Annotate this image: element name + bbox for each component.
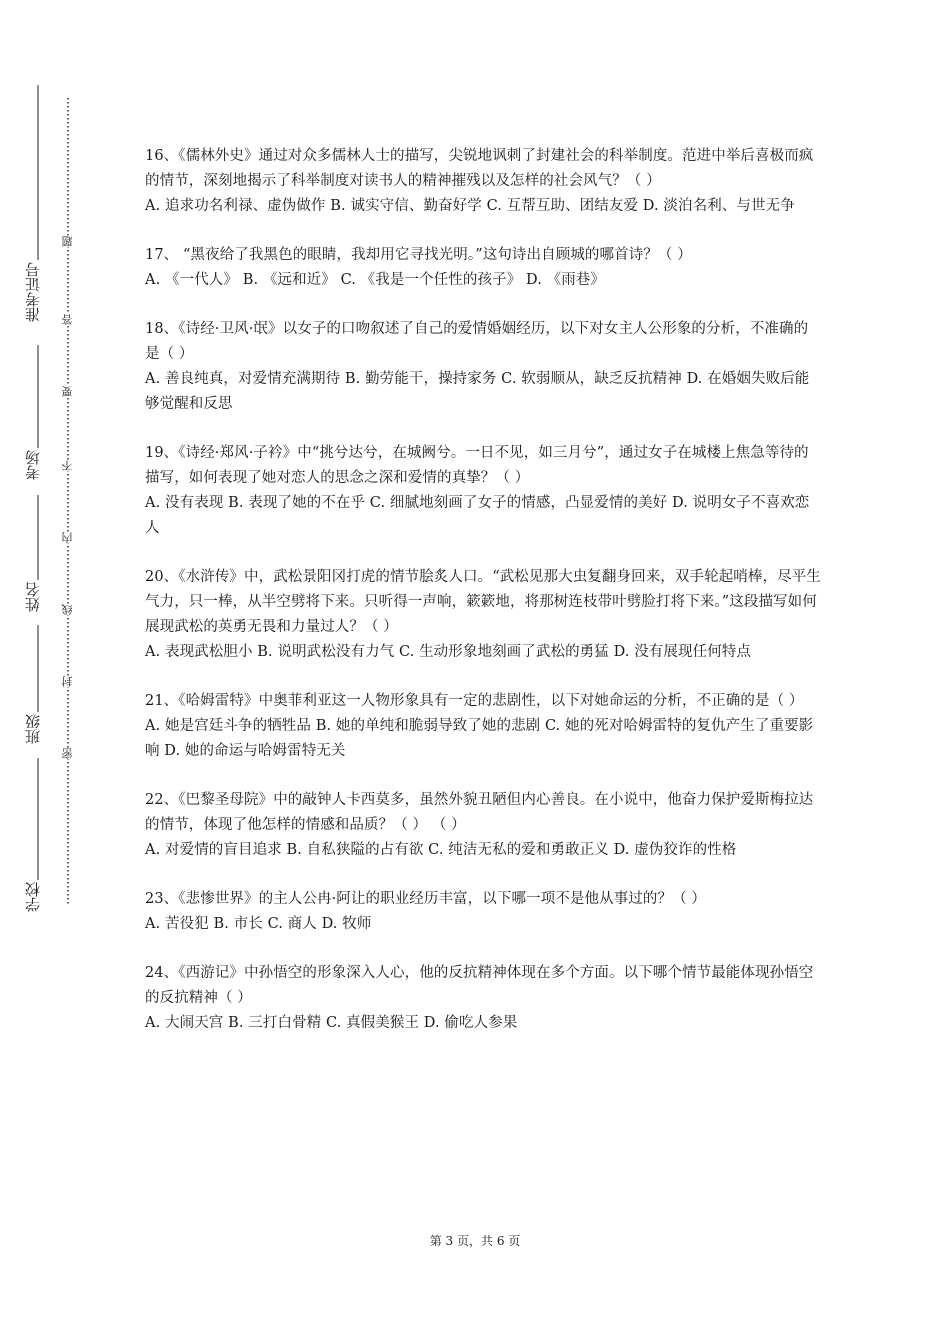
question-options: A. 苦役犯 B. 市长 C. 商人 D. 牧师 — [145, 916, 372, 932]
exam-room-label: 考场 — [24, 450, 42, 480]
question-stem: 20、《水浒传》中，武松景阳冈打虎的情节脍炙人口。“武松见那大虫复翻身回来，双手轮起哨棒，尽平生气力，只一棒，从半空劈将下来。只听得一声响，簌簌地，将那树连枝带叶劈脸打将下来。”这段描写如何展现武松的英勇无畏和力量过人？（ ） — [145, 569, 821, 635]
question-23 — [145, 887, 821, 937]
question-19 — [145, 441, 821, 541]
seal-char-bu: 不 — [61, 460, 74, 471]
seal-char-da: 答 — [61, 314, 74, 325]
question-18 — [145, 317, 821, 417]
school-label: 学校 — [24, 882, 42, 912]
question-stem: 19、《诗经·郑风·子衿》中“挑兮达兮，在城阙兮。一日不见，如三月兮”，通过女子在城楼上焦急等待的描写，如何表现了她对恋人的思念之深和爱情的真挚？（ ） — [145, 445, 809, 486]
question-16 — [145, 144, 821, 219]
seal-char-nei: 内 — [61, 532, 74, 543]
question-stem: 21、《哈姆雷特》中奥菲利亚这一人物形象具有一定的悲剧性，以下对她命运的分析，不正确的是（ ） — [145, 693, 804, 709]
seal-char-mi: 密 — [61, 748, 74, 759]
seal-char-ti: 题 — [61, 236, 74, 247]
question-options: A. 善良纯真，对爱情充满期待 B. 勤劳能干，操持家务 C. 软弱顺从，缺乏反抗精神 D. 在婚姻失败后能够觉醒和反思 — [145, 371, 810, 412]
student-name-label: 姓名 — [24, 582, 42, 612]
question-stem: 18、《诗经·卫风·氓》以女子的口吻叙述了自己的爱情婚姻经历，以下对女主人公形象的分析，不准确的是（ ） — [145, 321, 809, 362]
question-stem: 23、《悲惨世界》的主人公冉·阿让的职业经历丰富，以下哪一项不是他从事过的？（ ） — [145, 891, 707, 907]
question-options: A. 没有表现 B. 表现了她的不在乎 C. 细腻地刻画了女子的情感，凸显爱情的美好 D. 说明女子不喜欢恋人 — [145, 495, 810, 536]
question-stem: 24、《西游记》中孙悟空的形象深入人心，他的反抗精神体现在多个方面。以下哪个情节最能体现孙悟空的反抗精神（ ） — [145, 965, 814, 1006]
page-number: 第 3 页，共 6 页 — [429, 1234, 521, 1248]
seal-char-yao: 要 — [61, 386, 74, 397]
class-label: 班级 — [24, 714, 42, 744]
question-options: A. 追求功名利禄、虚伪做作 B. 诚实守信、勤奋好学 C. 互帮互助、团结友爱 D. 淡泊名利、与世无争 — [145, 198, 795, 214]
question-options: A. 《一代人》 B. 《远和近》 C. 《我是一个任性的孩子》 D. 《雨巷》 — [145, 272, 606, 288]
question-21 — [145, 689, 821, 764]
question-list — [145, 144, 821, 1060]
question-options: A. 对爱情的盲目追求 B. 自私狭隘的占有欲 C. 纯洁无私的爱和勇敢正义 D. 虚伪狡诈的性格 — [145, 842, 737, 858]
question-17 — [145, 243, 821, 293]
question-stem: 16、《儒林外史》通过对众多儒林人士的描写，尖锐地讽刺了封建社会的科举制度。范进中举后喜极而疯的情节，深刻地揭示了科举制度对读书人的精神摧残以及怎样的社会风气？（ ） — [145, 148, 814, 189]
question-22 — [145, 788, 821, 863]
exam-number-label: 准考证号 — [24, 262, 42, 322]
question-20 — [145, 565, 821, 665]
question-options: A. 大闹天宫 B. 三打白骨精 C. 真假美猴王 D. 偷吃人参果 — [145, 1015, 518, 1031]
question-stem: 17、 “黑夜给了我黑色的眼睛，我却用它寻找光明。”这句诗出自顾城的哪首诗？（ ） — [145, 247, 692, 263]
question-24 — [145, 961, 821, 1036]
question-stem: 22、《巴黎圣母院》中的敲钟人卡西莫多，虽然外貌丑陋但内心善良。在小说中，他奋力保护爱斯梅拉达的情节，体现了他怎样的情感和品质？（ ） （ ） — [145, 792, 814, 833]
question-options: A. 表现武松胆小 B. 说明武松没有力气 C. 生动形象地刻画了武松的勇猛 D. 没有展现任何特点 — [145, 644, 752, 660]
question-options: A. 她是宫廷斗争的牺牲品 B. 她的单纯和脆弱导致了她的悲剧 C. 她的死对哈姆雷特的复仇产生了重要影响 D. 她的命运与哈姆雷特无关 — [145, 718, 814, 759]
seal-char-feng: 封 — [61, 676, 74, 687]
seal-char-xian: 线 — [61, 604, 74, 615]
